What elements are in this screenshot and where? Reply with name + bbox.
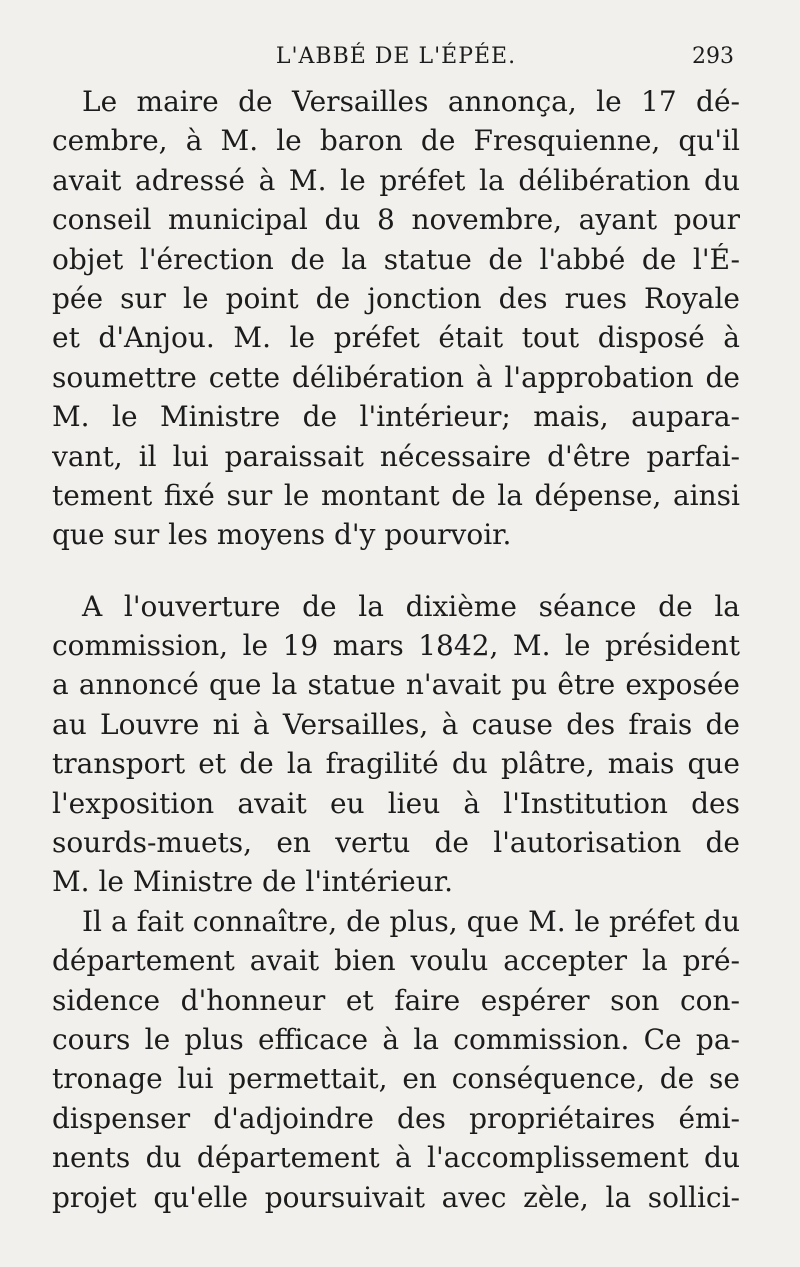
text-line: tement fixé sur le montant de la dépense, ainsi: [52, 478, 740, 512]
text-line: sourds-muets, en vertu de l'autorisation de: [52, 826, 740, 860]
running-title: L'ABBÉ DE L'ÉPÉE.: [275, 44, 517, 69]
text-line: nents du département à l'accomplissement du: [52, 1141, 740, 1175]
text-line: a annoncé que la statue n'avait pu être exposée: [52, 668, 740, 702]
paragraph-2: [52, 587, 740, 902]
text-line: M. le Ministre de l'intérieur; mais, aupara-: [52, 400, 740, 434]
text-line: au Louvre ni à Versailles, à cause des frais de: [52, 707, 740, 741]
text-line: projet qu'elle poursuivait avec zèle, la sollici-: [52, 1180, 740, 1214]
text-line: cours le plus efficace à la commission. Ce pa-: [52, 1022, 740, 1056]
text-line: objet l'érection de la statue de l'abbé de l'É-: [52, 242, 740, 276]
text-line: commission, le 19 mars 1842, M. le président: [52, 629, 740, 663]
text-line: Il a fait connaître, de plus, que M. le préfet du: [82, 904, 740, 938]
text-line: Le maire de Versailles annonça, le 17 dé-: [82, 85, 740, 118]
text-line: M. le Ministre de l'intérieur.: [52, 865, 453, 899]
text-line: soumettre cette délibération à l'approbation de: [52, 360, 740, 394]
text-line: département avait bien voulu accepter la pré-: [52, 944, 740, 978]
text-line: A l'ouverture de la dixième séance de la: [82, 589, 740, 623]
text-line: transport et de la fragilité du plâtre, mais que: [52, 747, 740, 781]
text-line: l'exposition avait eu lieu à l'Institution des: [52, 786, 740, 820]
paragraph-1: [52, 82, 740, 555]
text-line: avait adressé à M. le préfet la délibération du: [52, 163, 740, 197]
paragraph-3: [52, 902, 740, 1217]
text-line: pée sur le point de jonction des rues Royale: [52, 281, 740, 315]
text-line: tronage lui permettait, en conséquence, de se: [52, 1062, 740, 1096]
text-line: sidence d'honneur et faire espérer son con-: [52, 983, 740, 1017]
text-line: dispenser d'adjoindre des propriétaires émi-: [52, 1101, 740, 1135]
body-text: [52, 82, 740, 1217]
text-line: et d'Anjou. M. le préfet était tout disposé à: [52, 321, 740, 355]
running-header: [52, 44, 740, 74]
text-line: que sur les moyens d'y pourvoir.: [52, 518, 512, 552]
text-line: conseil municipal du 8 novembre, ayant pour: [52, 203, 740, 237]
text-line: cembre, à M. le baron de Fresquienne, qu'il: [52, 124, 740, 158]
text-line: vant, il lui paraissait nécessaire d'être parfai-: [52, 439, 740, 473]
page-number: 293: [692, 44, 734, 69]
